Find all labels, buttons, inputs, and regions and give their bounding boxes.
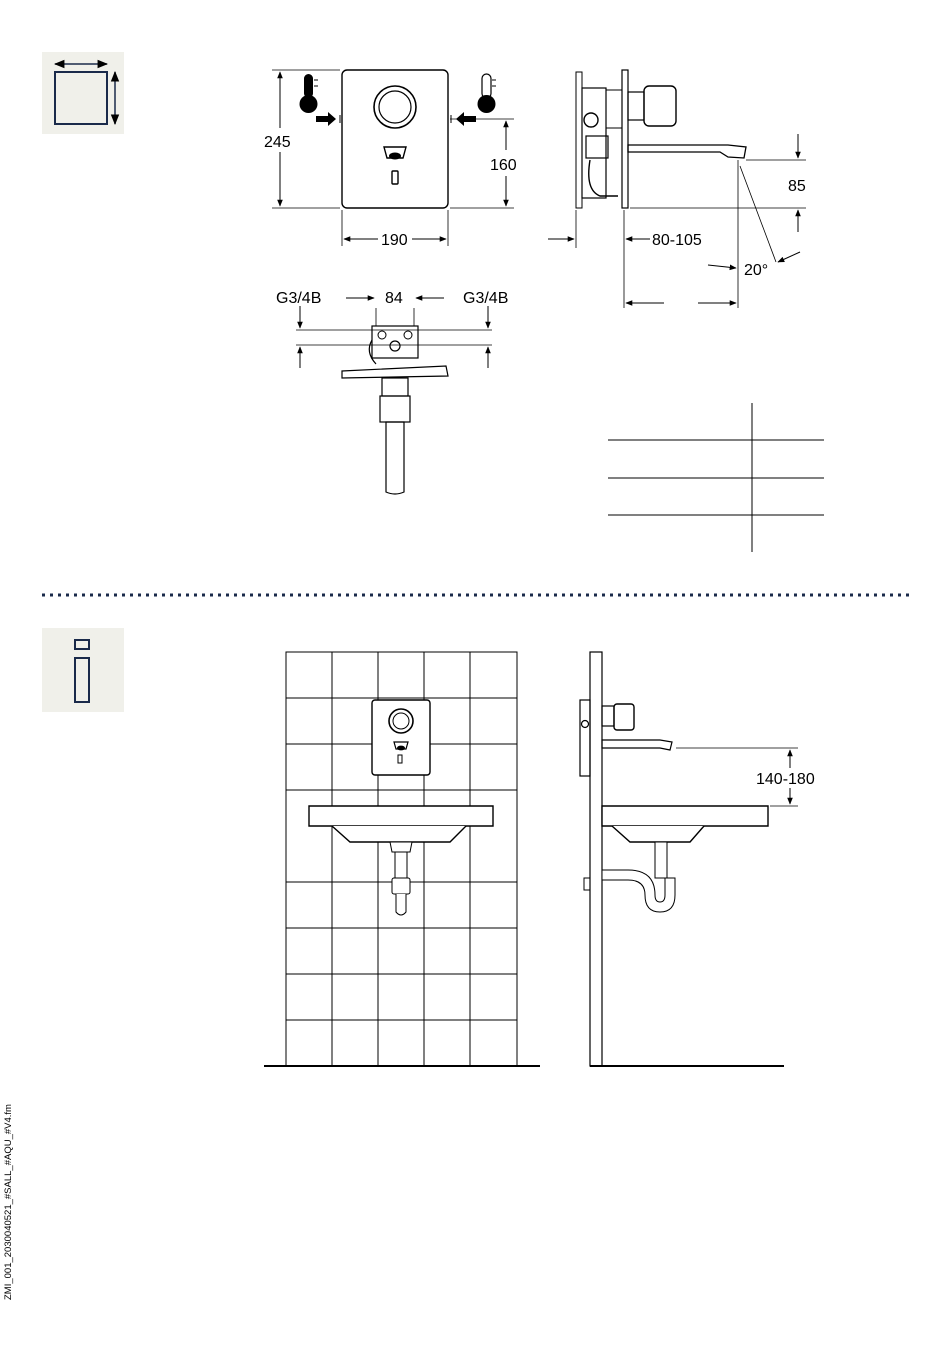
dimension-85-label: 85 xyxy=(788,178,806,195)
dimension-160 xyxy=(450,119,517,208)
dimension-140-180 xyxy=(676,748,815,806)
dimension-85 xyxy=(630,134,806,232)
blank-table xyxy=(608,403,824,552)
connection-dimension xyxy=(276,290,508,368)
connection-right-label: G3/4B xyxy=(463,290,509,307)
wall-side-view xyxy=(580,652,784,1066)
info-icon xyxy=(42,628,124,712)
dimension-245-label: 245 xyxy=(264,134,291,151)
file-reference: ZMI_001_2030040521_#SALL_#AQU_#V4.fm xyxy=(3,1104,14,1300)
connection-left-label: G3/4B xyxy=(276,290,322,307)
dimension-190-label: 190 xyxy=(381,232,408,249)
connection-spacing-label: 84 xyxy=(385,290,403,307)
dimensions-icon xyxy=(42,52,124,134)
thermometer-hot-icon xyxy=(456,74,496,126)
dimension-80-105-label: 80-105 xyxy=(652,232,702,249)
dimension-245 xyxy=(264,70,340,208)
dimension-angle-label: 20° xyxy=(744,262,769,279)
dimension-140-180-label: 140-180 xyxy=(756,771,815,788)
dimension-80-105 xyxy=(548,210,702,308)
wall-front-view xyxy=(264,652,540,1066)
side-view xyxy=(576,70,746,208)
top-view xyxy=(296,308,492,494)
dimension-190 xyxy=(342,210,448,249)
dimension-angle xyxy=(708,160,800,308)
front-view xyxy=(340,70,451,208)
dimension-160-label: 160 xyxy=(490,157,517,174)
thermometer-cold-icon xyxy=(300,74,337,126)
